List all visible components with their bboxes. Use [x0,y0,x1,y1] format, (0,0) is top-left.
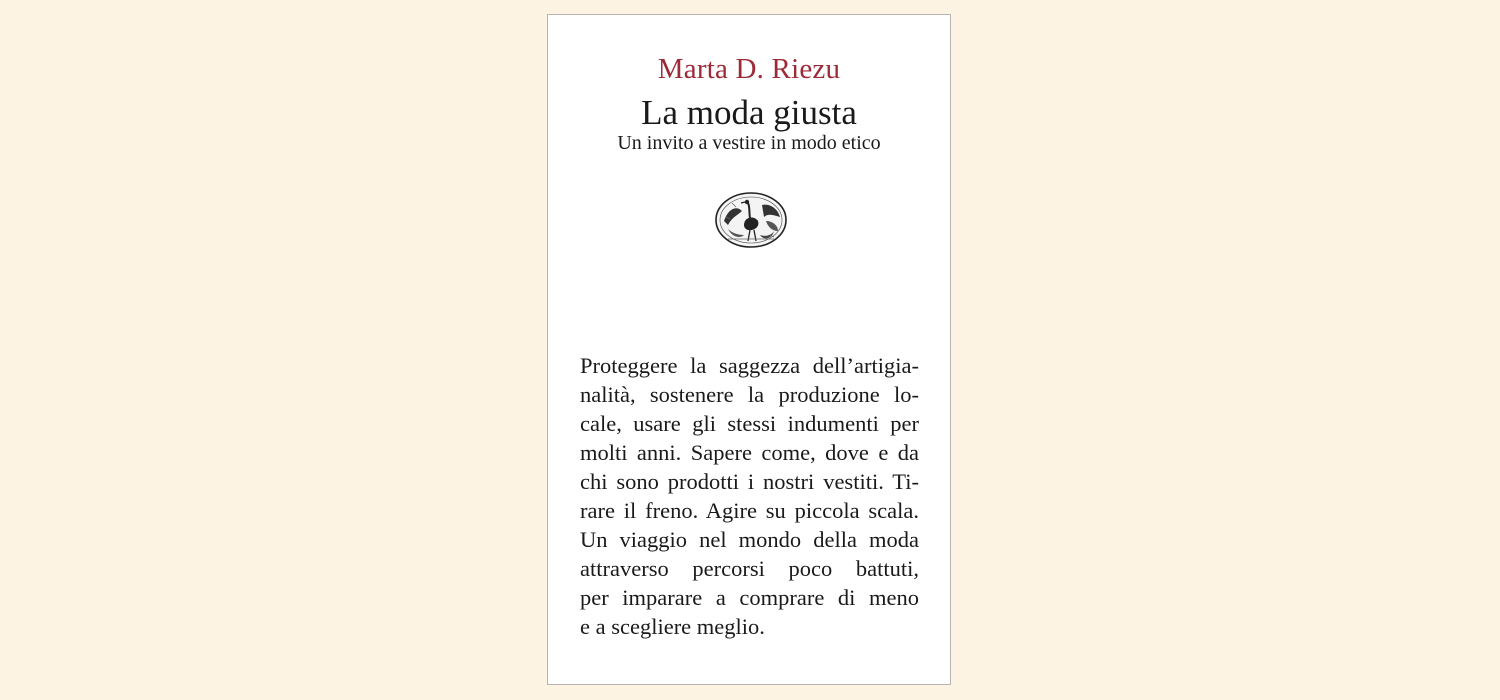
blurb-line: per imparare a comprare di meno [580,585,919,610]
book-author: Marta D. Riezu [657,53,841,85]
blurb-line: Un viaggio nel mondo della moda [580,527,919,552]
ostrich-emblem-icon [714,191,788,249]
blurb-line: nalità, sostenere la produzione lo- [580,382,919,407]
book-subtitle: Un invito a vestire in modo etico [617,132,881,154]
blurb-line: molti anni. Sapere come, dove e da [580,440,919,465]
blurb-line: attraverso percorsi poco battuti, [580,556,919,581]
blurb-line: cale, usare gli stessi indumenti per [580,411,919,436]
blurb-line: chi sono prodotti i nostri vestiti. Ti- [580,469,919,494]
book-title: La moda giusta [641,93,857,132]
book-blurb [580,351,919,641]
blurb-line: Proteggere la saggezza dell’artigia- [580,353,919,378]
blurb-line: e a scegliere meglio. [580,614,765,639]
book-cover [547,14,951,685]
blurb-line: rare il freno. Agire su piccola scala. [580,498,919,523]
